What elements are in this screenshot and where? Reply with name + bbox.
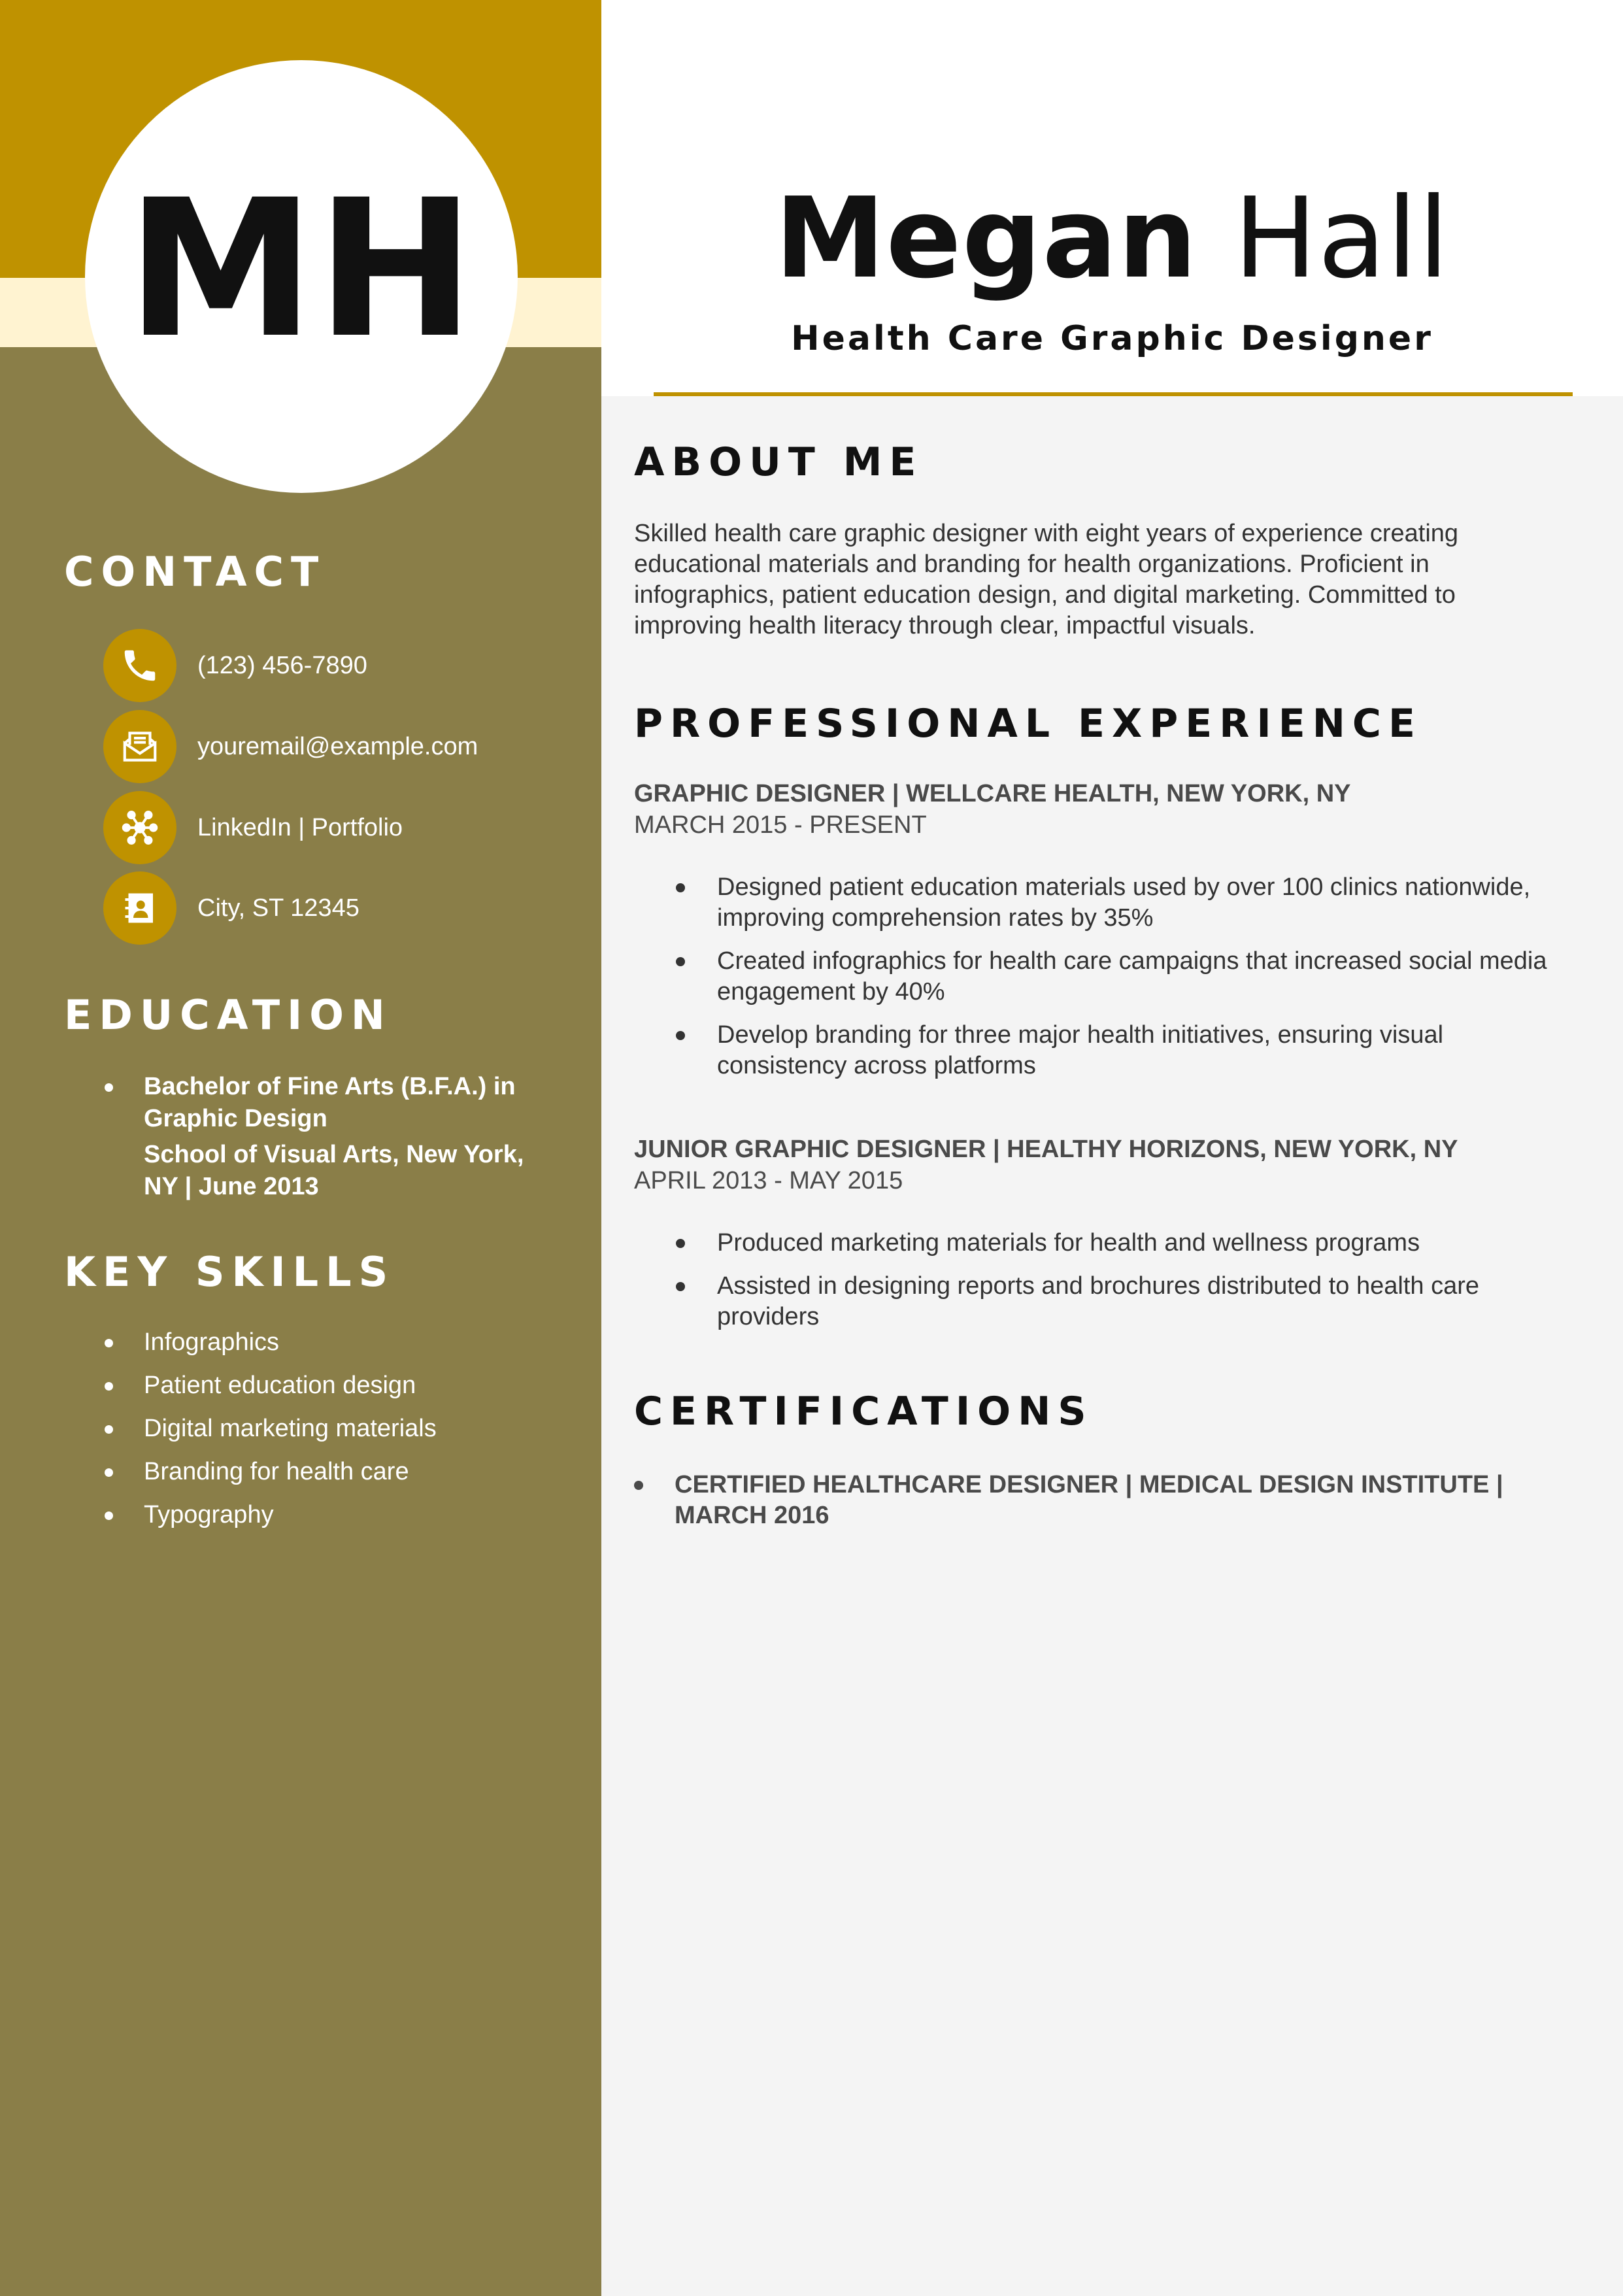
job-bullet: Develop branding for three major health initiatives, ensuring visual consistency across platforms — [634, 1020, 1562, 1081]
contact-phone — [103, 629, 367, 702]
address-book-icon — [103, 871, 176, 945]
certifications-heading: CERTIFICATIONS — [634, 1389, 1094, 1434]
monogram-initials: MH — [126, 160, 477, 380]
contact-phone-text: (123) 456-7890 — [197, 651, 367, 679]
last-name: Hall — [1233, 174, 1450, 303]
key-skills-heading: KEY SKILLS — [64, 1248, 395, 1296]
envelope-icon — [103, 710, 176, 783]
skill-item: Branding for health care — [64, 1456, 548, 1488]
first-name: Megan — [775, 174, 1198, 303]
contact-address-text: City, ST 12345 — [197, 894, 360, 922]
job-bullet: Designed patient education materials used by over 100 clinics nationwide, improving comprehension rates by 35% — [634, 872, 1562, 934]
sidebar — [0, 0, 601, 2296]
job-bullets — [634, 1228, 1562, 1345]
header-divider — [654, 392, 1573, 396]
education-degree: Bachelor of Fine Arts (B.F.A.) in Graphic Design — [144, 1073, 516, 1132]
contact-email[interactable] — [103, 710, 478, 783]
job-bullet: Assisted in designing reports and brochures distributed to health care providers — [634, 1271, 1562, 1332]
contact-heading: CONTACT — [64, 548, 326, 596]
contact-address — [103, 871, 360, 945]
key-skills-list — [64, 1326, 548, 1542]
candidate-name — [601, 174, 1623, 303]
education-school: School of Visual Arts, New York, NY | June 2013 — [144, 1141, 524, 1200]
resume-header — [601, 0, 1623, 396]
about-heading: ABOUT ME — [634, 439, 924, 485]
job-bullet: Produced marketing materials for health and wellness programs — [634, 1228, 1562, 1258]
phone-icon — [103, 629, 176, 702]
job-title: JUNIOR GRAPHIC DESIGNER | HEALTHY HORIZONS, NEW YORK, NY — [634, 1136, 1458, 1163]
education-list — [64, 1071, 548, 1203]
skill-item: Infographics — [64, 1326, 548, 1359]
monogram-circle — [85, 60, 518, 493]
certifications-list — [634, 1470, 1562, 1531]
contact-links-text[interactable]: LinkedIn | Portfolio — [197, 813, 403, 841]
skill-item: Digital marketing materials — [64, 1413, 548, 1445]
contact-email-text[interactable]: youremail@example.com — [197, 732, 478, 760]
education-item — [64, 1071, 548, 1203]
education-heading: EDUCATION — [64, 991, 392, 1039]
job-role-title: Health Care Graphic Designer — [791, 319, 1433, 358]
job-bullets — [634, 872, 1562, 1094]
job-title: GRAPHIC DESIGNER | WELLCARE HEALTH, NEW YORK, NY — [634, 780, 1351, 807]
certification-item: CERTIFIED HEALTHCARE DESIGNER | MEDICAL DESIGN INSTITUTE | MARCH 2016 — [634, 1470, 1562, 1531]
job-dates: APRIL 2013 - MAY 2015 — [634, 1167, 903, 1194]
skill-item: Patient education design — [64, 1370, 548, 1402]
experience-heading: PROFESSIONAL EXPERIENCE — [634, 701, 1422, 747]
contact-links[interactable] — [103, 791, 403, 864]
skill-item: Typography — [64, 1499, 548, 1531]
network-icon — [103, 791, 176, 864]
job-bullet: Created infographics for health care campaigns that increased social media engagement by 40% — [634, 946, 1562, 1007]
about-text: Skilled health care graphic designer with eight years of experience creating educational materials and branding for health organizations. Proficient in infographics, patient education design, and digital marketing. Committed to improving health literacy through clear, impactful visuals. — [634, 520, 1459, 639]
job-dates: MARCH 2015 - PRESENT — [634, 811, 927, 839]
